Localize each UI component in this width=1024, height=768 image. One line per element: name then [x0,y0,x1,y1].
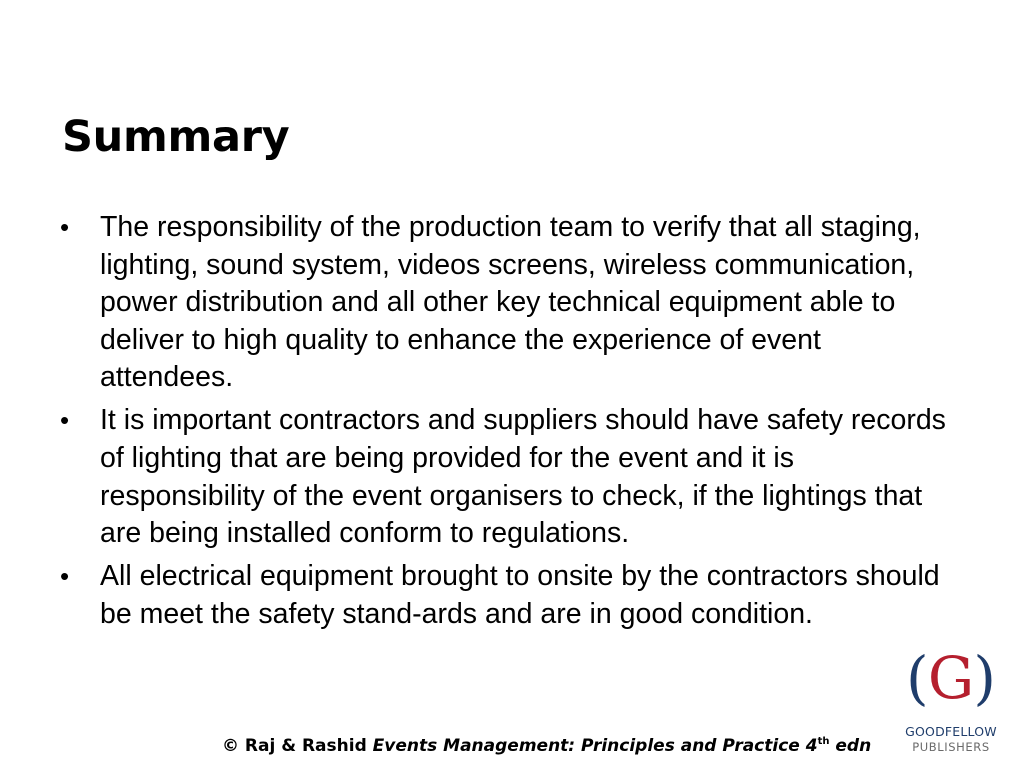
bullet-item [60,558,960,633]
footer-book-title: Events Management: Principles and Practice 4 [372,736,818,756]
bullet-list [60,209,960,639]
publisher-logo [895,640,1007,758]
footer-superscript: th [817,736,830,747]
bullet-item [60,402,960,552]
logo-mark-icon [895,640,1007,724]
bullet-item [60,209,960,397]
logo-line-1: GOODFELLOW [905,724,997,739]
footer-authors: © Raj & Rashid [222,736,373,756]
bullet-text: The responsibility of the production team to verify that all staging, lighting, sound system, videos screens, wireless communication, power distribution and all other key technical equipment able to deliver to high quality to enhance the experience of event attendees. [100,211,921,394]
logo-right-paren: ) [973,644,996,712]
logo-letter: G [927,644,975,712]
bullet-text: It is important contractors and suppliers should have safety records of lighting that are being provided for the event and it is responsibility of the event organisers to check, if the lightings that are being installed conform to regulations. [100,404,946,550]
footer-edition: edn [829,736,872,756]
logo-line-2: PUBLISHERS [912,740,990,754]
logo-left-paren: ( [906,644,929,712]
bullet-icon: • [60,405,70,436]
bullet-icon: • [60,212,70,242]
footer-citation [222,735,871,757]
bullet-icon: • [60,561,70,592]
slide-title: Summary [62,112,290,162]
bullet-text: All electrical equipment brought to onsite by the contractors should be meet the safety stand-ards and are in good condition. [100,560,940,630]
